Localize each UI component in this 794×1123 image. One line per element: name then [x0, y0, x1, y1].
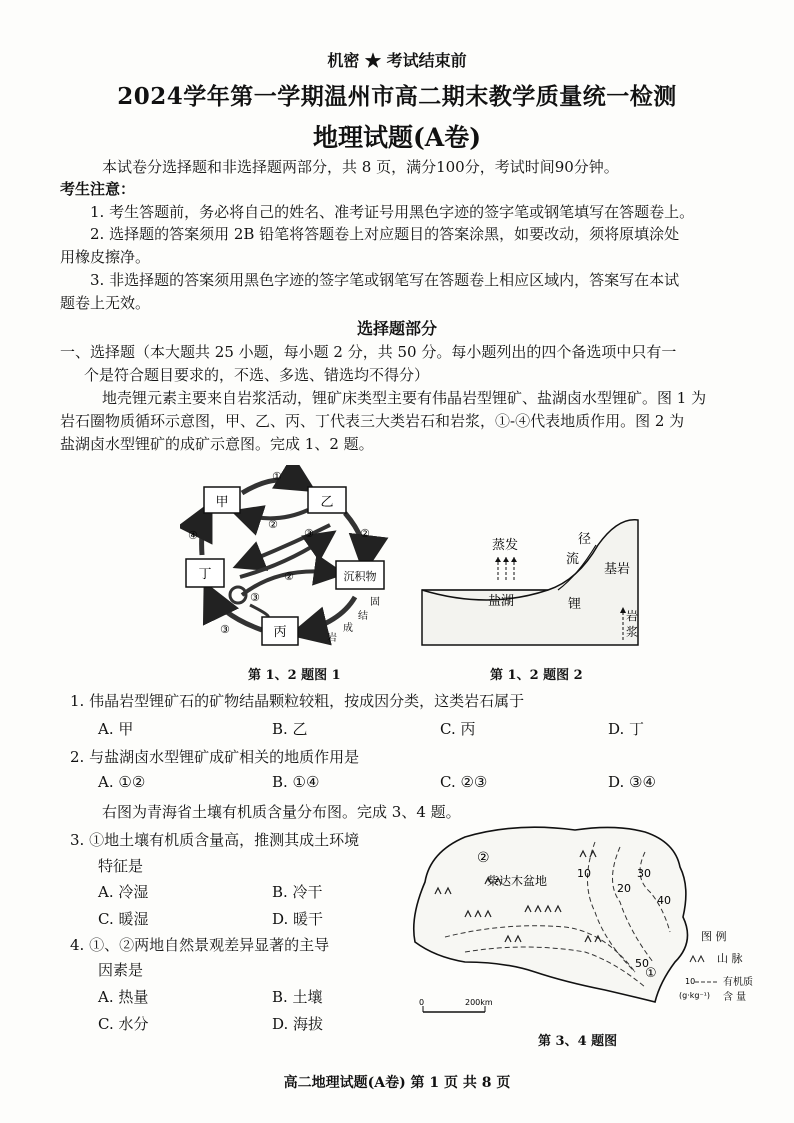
q2-option-d: D. ③④: [608, 773, 656, 791]
contour-label-40: 40: [657, 894, 671, 907]
q4-stem-cont: 因素是: [98, 961, 144, 979]
label-ding: 丁: [198, 567, 212, 582]
notice-item-2: 2. 选择题的答案须用 2B 铅笔将答题卷上对应题目的答案涂黑，如要改动，须将原填涂处: [90, 225, 680, 243]
contour-label-20: 20: [617, 882, 631, 895]
section-heading: 一、选择题（本大题共 25 小题，每小题 2 分，共 50 分。每小题列出的四个备选项中只有一: [60, 343, 677, 361]
notice-item-1: 1. 考生答题前，务必将自己的姓名、准考证号用黑色字迹的签字笔或钢笔填写在答题卷上。: [90, 203, 695, 221]
q2-option-a: A. ①②: [98, 773, 146, 791]
process-3-inner: ③: [304, 527, 314, 540]
q1-stem: 1. 伟晶岩型锂矿石的矿物结晶颗粒较粗，按成因分类，这类岩石属于: [70, 692, 525, 710]
page-footer: 高二地理试题(A卷) 第 1 页 共 8 页: [283, 1075, 511, 1091]
label-lithium: 锂: [568, 597, 582, 612]
map-marker-2: ②: [477, 850, 490, 866]
confidential-line: 机密 ★ 考试结束前: [327, 51, 467, 70]
process-2-inner: ②: [268, 518, 278, 531]
consolidation-char-1: 固: [370, 597, 380, 608]
arrow-inner-3: [250, 605, 268, 617]
basin-ground: [422, 520, 638, 645]
label-jia: 甲: [215, 495, 229, 510]
scale-200km: 200km: [465, 998, 493, 1007]
q1-option-d: D. 丁: [608, 720, 645, 738]
q3-stem-cont: 特征是: [98, 857, 144, 875]
q3-stem: 3. ①地土壤有机质含量高，推测其成土环境: [70, 831, 360, 849]
notice-heading: 考生注意：: [60, 180, 136, 198]
contour-label-30: 30: [637, 867, 651, 880]
scale-zero: 0: [419, 998, 425, 1007]
q4-option-b: B. 土壤: [272, 988, 323, 1006]
passage-1-line-3: 盐湖卤水型锂矿的成矿示意图。完成 1、2 题。: [60, 435, 374, 453]
arrow-ding-to-jia: [202, 509, 208, 555]
q4-option-c: C. 水分: [98, 1015, 149, 1033]
exam-title: 2024学年第一学期温州市高二期末教学质量统一检测: [117, 83, 677, 110]
q4-stem: 4. ①、②两地自然景观差异显著的主导: [70, 936, 330, 954]
rock-cycle-diagram: [180, 465, 400, 660]
evap-arrowheads: [495, 557, 517, 562]
q4-option-a: A. 热量: [98, 988, 149, 1006]
passage-1-line-2: 岩石圈物质循环示意图，甲、乙、丙、丁代表三大类岩石和岩浆，①-④代表地质作用。图 2 为: [60, 412, 685, 430]
label-evaporation: 蒸发: [492, 538, 519, 553]
legend-contour-label-a: 有机质: [723, 977, 753, 988]
legend-title: 图 例: [701, 930, 727, 943]
contour-label-10: 10: [577, 867, 591, 880]
legend-contour-label-b: 含 量: [723, 992, 747, 1003]
legend-mountain-label: 山 脉: [717, 952, 743, 965]
section-heading-cont: 个是符合题目要求的，不选、多选、错选均不得分）: [84, 366, 430, 384]
passage-2: 右图为青海省土壤有机质含量分布图。完成 3、4 题。: [102, 803, 461, 821]
process-3-bottom: ③: [220, 623, 230, 636]
q3-option-b: B. 冷干: [272, 883, 323, 901]
q1-option-a: A. 甲: [98, 720, 134, 738]
label-yi: 乙: [320, 495, 334, 510]
salt-lake-diagram: [418, 505, 658, 655]
label-runoff-2: 流: [566, 552, 580, 567]
q3-option-a: A. 冷湿: [98, 883, 149, 901]
process-3-loop: ③: [250, 591, 260, 604]
process-1-top: ①: [272, 470, 282, 483]
label-salt-lake: 盐湖: [488, 594, 515, 609]
label-magma-2: 浆: [626, 625, 639, 639]
q1-option-b: B. 乙: [272, 720, 308, 738]
q3-option-c: C. 暖湿: [98, 910, 149, 928]
q2-option-c: C. ②③: [440, 773, 488, 791]
label-bedrock: 基岩: [604, 562, 631, 577]
consolidation-char-4: 岩: [327, 633, 337, 644]
label-bing: 丙: [273, 625, 287, 640]
notice-item-3-cont: 题卷上无效。: [60, 294, 151, 312]
q2-option-b: B. ①④: [272, 773, 320, 791]
map-caption: 第 3、4 题图: [538, 1034, 618, 1049]
qinghai-soil-map: [405, 822, 765, 1027]
q1-option-c: C. 丙: [440, 720, 476, 738]
contour-label-50: 50: [635, 957, 649, 970]
intro-line: 本试卷分选择题和非选择题两部分，共 8 页，满分100分，考试时间90分钟。: [102, 158, 619, 176]
q3-option-d: D. 暖干: [272, 910, 324, 928]
process-2-inner-b: ②: [284, 570, 294, 583]
map-label-basin: 柴达木盆地: [487, 874, 548, 888]
notice-item-2-cont: 用橡皮擦净。: [60, 248, 151, 266]
label-runoff-1: 径: [578, 532, 592, 547]
legend-unit: (g·kg⁻¹): [679, 991, 711, 1000]
notice-item-3: 3. 非选择题的答案须用黑色字迹的签字笔或钢笔写在答题卷上相应区域内，答案写在本试: [90, 271, 680, 289]
passage-1-line-1: 地壳锂元素主要来自岩浆活动，锂矿床类型主要有伟晶岩型锂矿、盐湖卤水型锂矿。图 1 为: [102, 389, 707, 407]
legend-mountain-symbol: [690, 956, 704, 962]
legend-contour-value: 10: [685, 977, 696, 986]
fig2-caption: 第 1、2 题图 2: [490, 668, 583, 683]
process-2-right: ②: [360, 527, 370, 540]
label-magma-1: 岩: [626, 609, 639, 623]
section-title: 选择题部分: [356, 319, 437, 338]
consolidation-char-3: 成: [343, 623, 353, 634]
fig1-caption: 第 1、2 题图 1: [248, 668, 341, 683]
process-4-left: ④: [188, 529, 198, 542]
map-marker-1: ①: [645, 966, 657, 981]
q2-stem: 2. 与盐湖卤水型锂矿成矿相关的地质作用是: [70, 748, 360, 766]
label-sediment: 沉积物: [343, 570, 377, 583]
q4-option-d: D. 海拔: [272, 1015, 324, 1033]
consolidation-char-2: 结: [358, 611, 368, 622]
paper-subtitle: 地理试题(A卷): [312, 123, 482, 152]
